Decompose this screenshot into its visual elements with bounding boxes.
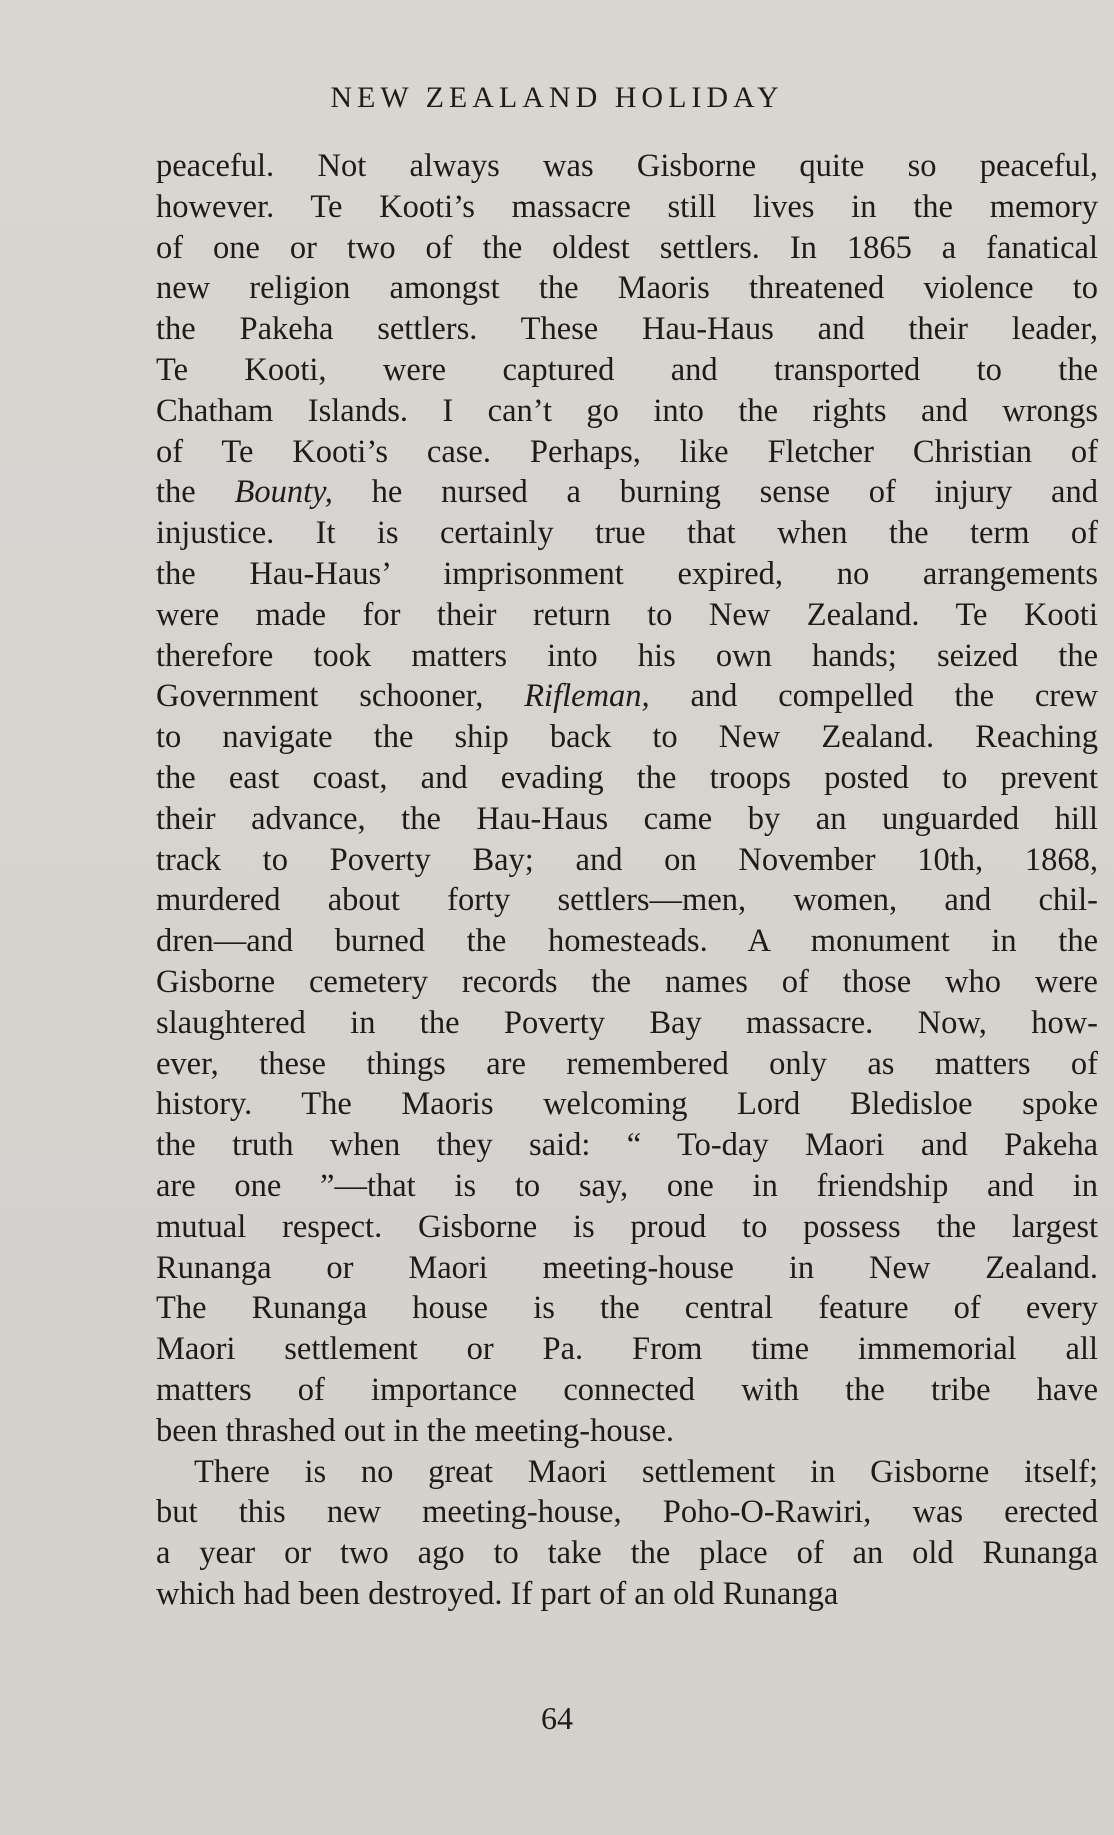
- paragraph-2: [156, 1452, 1098, 1615]
- text-line: were made for their return to New Zealand. Te Kooti: [156, 596, 1098, 633]
- text-segment: the: [156, 474, 235, 511]
- text-line: of Te Kooti’s case. Perhaps, like Fletcher Christian of: [156, 433, 1098, 470]
- text-line: a year or two ago to take the place of an old Runanga: [156, 1535, 1098, 1572]
- text-line: therefore took matters into his own hands; seized the: [156, 637, 1098, 674]
- text-line: the truth when they said: “ To-day Maori and Pakeha: [156, 1127, 1098, 1164]
- paragraph-1: [156, 146, 1098, 1452]
- running-head: NEW ZEALAND HOLIDAY: [330, 81, 784, 114]
- text-line: Maori settlement or Pa. From time immemorial all: [156, 1331, 1098, 1368]
- text-line: however. Te Kooti’s massacre still lives in the memory: [156, 188, 1098, 225]
- text-segment: Government schooner,: [156, 678, 525, 715]
- text-line: their advance, the Hau-Haus came by an unguarded hill: [156, 800, 1098, 837]
- text-line: [156, 472, 1098, 513]
- text-line: The Runanga house is the central feature of every: [156, 1290, 1098, 1327]
- body-text: [156, 146, 1098, 1615]
- text-line: the Pakeha settlers. These Hau-Haus and their leader,: [156, 311, 1098, 348]
- text-line: injustice. It is certainly true that when the term of: [156, 515, 1098, 552]
- text-line: Gisborne cemetery records the names of those who were: [156, 963, 1098, 1000]
- text-line: Runanga or Maori meeting-house in New Zealand.: [156, 1249, 1098, 1286]
- text-line: of one or two of the oldest settlers. In 1865 a fanatical: [156, 229, 1098, 266]
- text-line: to navigate the ship back to New Zealand. Reaching: [156, 719, 1098, 756]
- italic-title: Rifleman,: [524, 678, 650, 715]
- text-segment: and compelled the crew: [649, 678, 1098, 715]
- text-line: There is no great Maori settlement in Gisborne itself;: [194, 1453, 1098, 1490]
- text-line: the east coast, and evading the troops posted to prevent: [156, 759, 1098, 796]
- text-line: [156, 676, 1098, 717]
- text-line: history. The Maoris welcoming Lord Bledisloe spoke: [156, 1086, 1098, 1123]
- text-line: but this new meeting-house, Poho-O-Rawiri, was erected: [156, 1494, 1098, 1531]
- text-line: the Hau-Haus’ imprisonment expired, no arrangements: [156, 555, 1098, 592]
- text-segment: he nursed a burning sense of injury and: [332, 474, 1098, 511]
- italic-title: Bounty,: [234, 474, 333, 511]
- text-line: new religion amongst the Maoris threatened violence to: [156, 270, 1098, 307]
- text-line: Te Kooti, were captured and transported to the: [156, 351, 1098, 388]
- text-line: been thrashed out in the meeting-house.: [156, 1412, 675, 1449]
- text-line: dren—and burned the homesteads. A monument in the: [156, 923, 1098, 960]
- text-line: are one ”—that is to say, one in friendship and in: [156, 1167, 1098, 1204]
- text-line: murdered about forty settlers—men, women, and chil-: [156, 882, 1098, 919]
- text-line: ever, these things are remembered only as matters of: [156, 1045, 1098, 1082]
- text-line: which had been destroyed. If part of an old Runanga: [156, 1575, 839, 1612]
- text-line: mutual respect. Gisborne is proud to possess the largest: [156, 1208, 1098, 1245]
- text-line: track to Poverty Bay; and on November 10th, 1868,: [156, 841, 1098, 878]
- text-line: slaughtered in the Poverty Bay massacre. Now, how-: [156, 1004, 1098, 1041]
- page-number: 64: [541, 1700, 573, 1736]
- text-line: Chatham Islands. I can’t go into the rights and wrongs: [156, 392, 1098, 429]
- text-line: peaceful. Not always was Gisborne quite so peaceful,: [156, 148, 1098, 184]
- text-line: matters of importance connected with the tribe have: [156, 1371, 1098, 1408]
